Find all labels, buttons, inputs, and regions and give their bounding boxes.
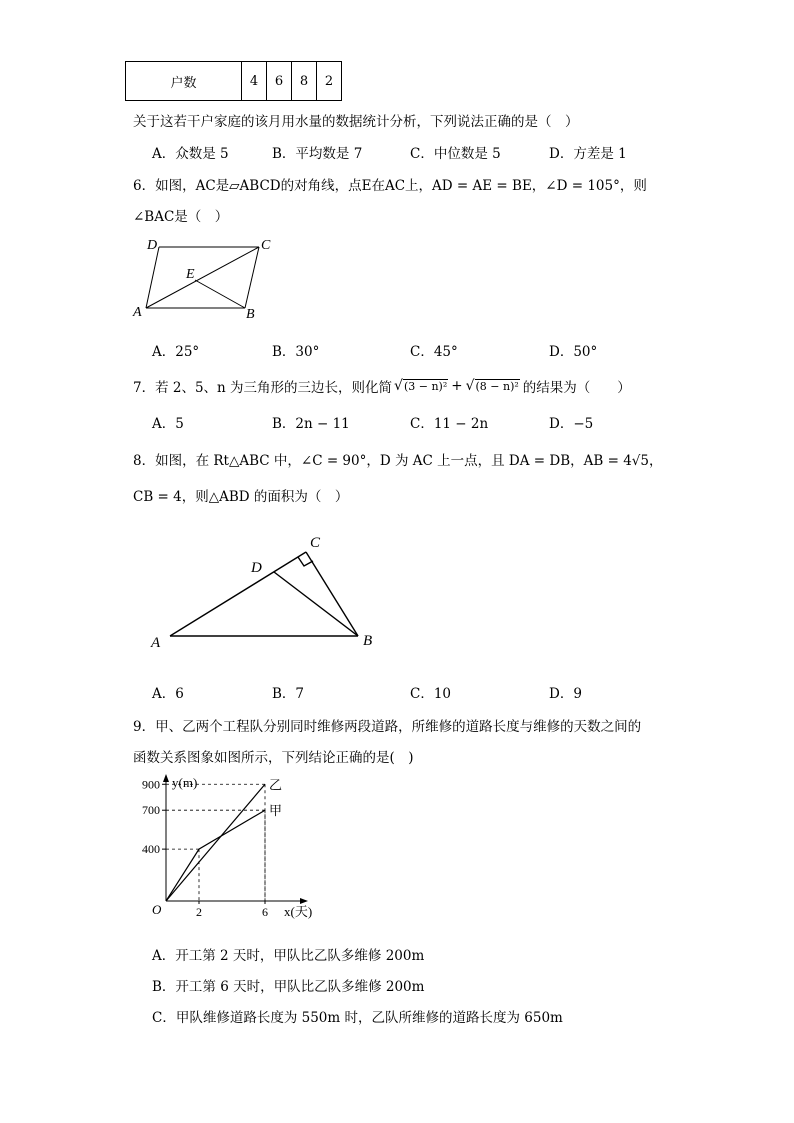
q7-plus: + <box>451 378 463 394</box>
label-b: B <box>363 633 373 649</box>
q5-option-a: A．众数是 5 <box>152 146 229 162</box>
q8-line2: CB = 4，则△ABD 的面积为（ ） <box>133 489 349 505</box>
q5-stem: 关于这若干户家庭的该月用水量的数据统计分析，下列说法正确的是（ ） <box>133 114 579 130</box>
label-d: D <box>251 560 262 576</box>
x-tick-label: 6 <box>262 905 268 919</box>
table-cell: 6 <box>267 62 292 101</box>
q6-option-c: C．45° <box>410 344 458 360</box>
side-ac <box>170 552 306 636</box>
side-cb <box>245 247 259 308</box>
q9-line2: 函数关系图象如图所示，下列结论正确的是( ) <box>133 750 414 766</box>
table-cell: 8 <box>292 62 317 101</box>
label-a: A <box>133 305 142 320</box>
q7-option-d: D．−5 <box>549 416 594 432</box>
q6-option-b: B．30° <box>272 344 320 360</box>
q7-stem <box>133 376 631 396</box>
x-tick-label: 2 <box>196 905 202 919</box>
series-line-yi <box>166 784 265 901</box>
q9-option-b: B．开工第 6 天时，甲队比乙队多维修 200m <box>152 979 425 995</box>
label-a: A <box>151 635 161 651</box>
q8-option-a: A．6 <box>152 686 184 702</box>
q7-radical-2: √ (8 − n)² <box>465 378 519 394</box>
q5-option-b: B．平均数是 7 <box>272 146 363 162</box>
x-axis-label: x(天) <box>284 904 313 919</box>
segment-db <box>274 572 358 636</box>
q8-option-b: B．7 <box>272 686 305 702</box>
q7-option-a: A．5 <box>152 416 184 432</box>
q8-option-c: C．10 <box>410 686 452 702</box>
q6-parallelogram-figure <box>128 232 288 324</box>
diagonal-ac <box>146 247 259 308</box>
q6-line1: 6．如图，AC是▱ABCD的对角线，点E在AC上，AD = AE = BE，∠D = 105°，则 <box>133 178 647 194</box>
label-d: D <box>147 238 158 253</box>
q9-option-c: C．甲队维修道路长度为 550m 时，乙队所维修的道路长度为 650m <box>152 1010 563 1026</box>
label-e: E <box>186 267 195 282</box>
series-label: 甲 <box>269 804 283 820</box>
q5-option-d: D．方差是 1 <box>549 146 627 162</box>
origin-label: O <box>152 902 162 917</box>
y-axis-arrow <box>163 774 169 782</box>
q9-line1: 9．甲、乙两个工程队分别同时维修两段道路，所维修的道路长度与维修的天数之间的 <box>133 719 642 735</box>
q9-line-chart <box>130 770 330 925</box>
series-line-jia <box>166 810 265 901</box>
q7-option-c: C．11 − 2n <box>410 416 489 432</box>
q9-option-a: A．开工第 2 天时，甲队比乙队多维修 200m <box>152 948 425 964</box>
side-ad <box>146 247 159 308</box>
q8-option-d: D．9 <box>549 686 582 702</box>
household-table <box>125 61 342 101</box>
label-c: C <box>310 535 321 551</box>
y-tick-label: 900 <box>142 777 160 792</box>
y-axis-label: y(m) <box>172 775 198 790</box>
segment-eb <box>195 280 245 308</box>
q8-triangle-figure <box>148 530 388 655</box>
label-c: C <box>261 238 271 253</box>
q5-option-c: C．中位数是 5 <box>410 146 501 162</box>
label-b: B <box>246 307 255 322</box>
table-cell: 4 <box>242 62 267 101</box>
q6-line2: ∠BAC是（ ） <box>133 209 229 225</box>
q7-option-b: B．2n − 11 <box>272 416 350 432</box>
table-header-cell: 户数 <box>126 62 242 101</box>
side-cb <box>306 552 358 636</box>
table-cell: 2 <box>317 62 342 101</box>
series-label: 乙 <box>269 778 283 794</box>
y-tick-label: 400 <box>142 842 160 857</box>
q7-stem-before: 7．若 2、5、n 为三角形的三边长，则化简 <box>133 380 393 396</box>
q6-option-a: A．25° <box>152 344 200 360</box>
y-tick-label: 700 <box>142 803 160 818</box>
q6-option-d: D．50° <box>549 344 598 360</box>
q8-line1: 8．如图，在 Rt△ABC 中，∠C = 90°，D 为 AC 上一点，且 DA = DB，AB = 4√5， <box>133 453 663 469</box>
q7-stem-after: 的结果为（ ） <box>522 380 631 396</box>
q7-radical-1: √ (3 − n)² <box>394 378 448 394</box>
